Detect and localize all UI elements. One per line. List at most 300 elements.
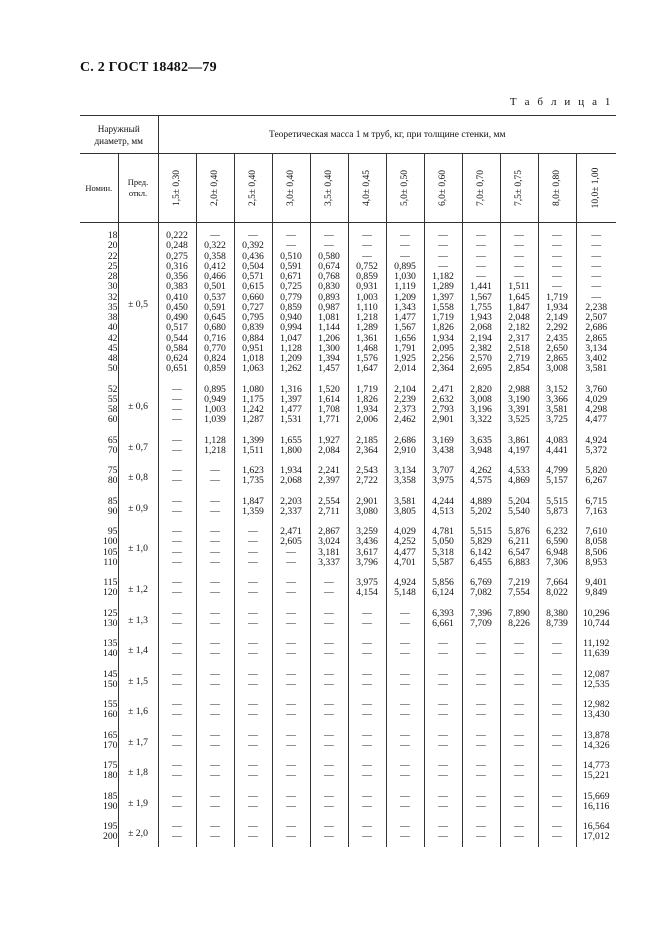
mass-value: 1,645 — [500, 293, 538, 303]
mass-value: 12,087 — [576, 664, 616, 680]
table-row — [80, 262, 616, 272]
mass-value: 0,316 — [158, 262, 196, 272]
mass-value: — — [462, 786, 500, 802]
mass-value: — — [196, 460, 234, 476]
mass-value: 0,859 — [196, 364, 234, 378]
nominal-diameter: 30 — [107, 281, 118, 293]
mass-value: 1,576 — [348, 354, 386, 364]
mass-value: — — [196, 558, 234, 572]
mass-value: 8,058 — [576, 537, 616, 547]
mass-value: 1,826 — [424, 323, 462, 333]
table-row — [80, 664, 616, 680]
thickness-label: 8,0± 0,80 — [551, 169, 562, 207]
mass-value: 5,204 — [500, 491, 538, 507]
mass-value: 0,571 — [234, 272, 272, 282]
mass-value: 3,796 — [348, 558, 386, 572]
mass-value: 0,859 — [272, 303, 310, 313]
mass-value: 6,393 — [424, 603, 462, 619]
table-row — [80, 293, 616, 303]
mass-value: — — [158, 603, 196, 619]
mass-value: 11,192 — [576, 633, 616, 649]
mass-value: 0,931 — [348, 282, 386, 292]
nominal-diameter: 85 — [107, 495, 118, 507]
mass-value: 3,760 — [576, 379, 616, 395]
mass-value: 7,396 — [462, 603, 500, 619]
mass-value: — — [500, 802, 538, 816]
diameter-group — [80, 491, 616, 522]
mass-value: 2,650 — [538, 344, 576, 354]
thickness-label: 4,0± 0,45 — [361, 169, 372, 207]
mass-value: 0,839 — [234, 323, 272, 333]
mass-value: 4,154 — [348, 588, 386, 602]
mass-value: — — [348, 603, 386, 619]
mass-value: 1,735 — [234, 476, 272, 490]
table-row — [80, 619, 616, 633]
mass-value: 1,567 — [386, 323, 424, 333]
nominal-diameter: 130 — [102, 617, 118, 629]
mass-value: — — [158, 649, 196, 663]
thickness-label: 3,0± 0,40 — [285, 169, 296, 207]
mass-value: 0,671 — [272, 272, 310, 282]
mass-value: 1,242 — [234, 405, 272, 415]
nominal-diameter: 65 — [107, 434, 118, 446]
tolerance: ± 0,6 — [118, 379, 158, 430]
mass-value: 2,382 — [462, 344, 500, 354]
mass-value: — — [424, 649, 462, 663]
mass-value: — — [500, 241, 538, 251]
mass-value: 1,175 — [234, 395, 272, 405]
mass-value: — — [234, 664, 272, 680]
mass-value: 13,430 — [576, 710, 616, 724]
mass-value: 13,878 — [576, 725, 616, 741]
diameter-group — [80, 633, 616, 664]
table-row — [80, 558, 616, 572]
mass-value: 1,359 — [234, 507, 272, 521]
mass-value: 3,008 — [462, 395, 500, 405]
mass-value: 8,022 — [538, 588, 576, 602]
mass-value: — — [386, 649, 424, 663]
mass-value: — — [500, 832, 538, 846]
nominal-diameter: 160 — [102, 709, 118, 721]
mass-value: — — [576, 262, 616, 272]
mass-value: — — [196, 491, 234, 507]
mass-value: 6,547 — [500, 548, 538, 558]
mass-value: 3,259 — [348, 521, 386, 537]
mass-value: 4,799 — [538, 460, 576, 476]
mass-value: — — [462, 816, 500, 832]
mass-value: — — [234, 548, 272, 558]
mass-value: — — [462, 262, 500, 272]
mass-value: — — [310, 572, 348, 588]
mass-value: 5,318 — [424, 548, 462, 558]
thickness-label: 10,0± 1,00 — [591, 167, 602, 209]
mass-value: — — [234, 832, 272, 846]
nominal-diameter: 32 — [107, 291, 118, 303]
mass-value: 6,715 — [576, 491, 616, 507]
mass-value: 2,185 — [348, 430, 386, 446]
mass-value: 1,003 — [348, 293, 386, 303]
table-row — [80, 344, 616, 354]
mass-value: — — [272, 588, 310, 602]
mass-value: — — [348, 633, 386, 649]
mass-value: 2,910 — [386, 446, 424, 460]
mass-value: — — [310, 649, 348, 663]
mass-value: 1,477 — [386, 313, 424, 323]
mass-value: — — [158, 395, 196, 405]
mass-value: — — [348, 252, 386, 262]
mass-value: 1,397 — [424, 293, 462, 303]
mass-value: — — [234, 710, 272, 724]
mass-value: — — [158, 694, 196, 710]
mass-value: 5,515 — [538, 491, 576, 507]
nominal-diameter: 38 — [107, 312, 118, 323]
mass-value: 6,232 — [538, 521, 576, 537]
mass-value: — — [310, 603, 348, 619]
mass-value: — — [576, 252, 616, 262]
mass-value: 1,826 — [348, 395, 386, 405]
nominal-diameter: 100 — [102, 536, 118, 548]
nominal-diameter: 175 — [102, 760, 118, 771]
tolerance: ± 1,7 — [118, 725, 158, 756]
mass-value: — — [272, 694, 310, 710]
mass-value: 5,372 — [576, 446, 616, 460]
mass-value: 0,412 — [196, 262, 234, 272]
mass-value: — — [386, 832, 424, 846]
mass-value: 2,820 — [462, 379, 500, 395]
mass-value: — — [196, 603, 234, 619]
mass-value: — — [272, 786, 310, 802]
mass-value: — — [386, 664, 424, 680]
mass-value: — — [234, 223, 272, 242]
mass-value: — — [538, 832, 576, 846]
mass-value: 0,358 — [196, 252, 234, 262]
tolerance: ± 1,5 — [118, 664, 158, 695]
mass-value: 7,664 — [538, 572, 576, 588]
mass-value: 3,805 — [386, 507, 424, 521]
mass-value: 3,337 — [310, 558, 348, 572]
mass-value: 1,119 — [386, 282, 424, 292]
mass-value: 0,770 — [196, 344, 234, 354]
mass-value: 0,466 — [196, 272, 234, 282]
mass-value: 1,567 — [462, 293, 500, 303]
mass-value: — — [576, 272, 616, 282]
mass-value: 1,343 — [386, 303, 424, 313]
mass-value: 0,752 — [348, 262, 386, 272]
mass-value: — — [424, 241, 462, 251]
tolerance: ± 1,4 — [118, 633, 158, 664]
nominal-diameter: 35 — [107, 301, 118, 313]
nominal-diameter: 180 — [102, 770, 118, 782]
mass-value: — — [538, 694, 576, 710]
mass-value: — — [500, 741, 538, 755]
mass-value: — — [158, 415, 196, 429]
mass-value: 1,003 — [196, 405, 234, 415]
mass-value: — — [500, 816, 538, 832]
table-row — [80, 603, 616, 619]
mass-value: — — [158, 558, 196, 572]
table-row — [80, 272, 616, 282]
mass-value: — — [234, 603, 272, 619]
mass-value: 3,024 — [310, 537, 348, 547]
mass-value: 1,182 — [424, 272, 462, 282]
mass-value: 0,680 — [196, 323, 234, 333]
mass-value: — — [500, 771, 538, 785]
mass-value: 2,793 — [424, 405, 462, 415]
mass-value: — — [158, 816, 196, 832]
mass-value: 2,182 — [500, 323, 538, 333]
mass-value: — — [538, 802, 576, 816]
mass-value: 1,520 — [310, 379, 348, 395]
mass-value: — — [272, 649, 310, 663]
nominal-diameter: 105 — [102, 546, 118, 558]
mass-value: 2,686 — [386, 430, 424, 446]
nominal-diameter: 200 — [102, 831, 118, 843]
thickness-header — [538, 154, 576, 223]
nominal-diameter: 60 — [107, 414, 118, 426]
nominal-diameter: 190 — [102, 800, 118, 812]
table-row — [80, 354, 616, 364]
mass-value: 1,708 — [310, 405, 348, 415]
nominal-diameter: 22 — [107, 250, 118, 262]
mass-value: 2,337 — [272, 507, 310, 521]
diameter-group — [80, 379, 616, 430]
table-row — [80, 694, 616, 710]
mass-value: — — [424, 710, 462, 724]
mass-value: 14,773 — [576, 755, 616, 771]
mass-value: — — [500, 262, 538, 272]
mass-value: 1,262 — [272, 364, 310, 378]
mass-value: — — [310, 223, 348, 242]
table-row — [80, 460, 616, 476]
mass-value: 2,397 — [310, 476, 348, 490]
mass-value: — — [348, 223, 386, 242]
mass-value: — — [196, 548, 234, 558]
nominal-header: Номин. — [80, 154, 118, 223]
mass-value: 3,196 — [462, 405, 500, 415]
mass-value: — — [462, 771, 500, 785]
mass-value: — — [272, 755, 310, 771]
thickness-header — [500, 154, 538, 223]
diameter-group — [80, 816, 616, 847]
mass-value: — — [310, 802, 348, 816]
mass-value: — — [424, 252, 462, 262]
mass-value: 0,893 — [310, 293, 348, 303]
mass-value: — — [424, 786, 462, 802]
table-row — [80, 725, 616, 741]
mass-value: 0,940 — [272, 313, 310, 323]
mass-value: — — [272, 619, 310, 633]
mass-value: 0,517 — [158, 323, 196, 333]
mass-value: 4,513 — [424, 507, 462, 521]
thickness-label: 1,5± 0,30 — [171, 169, 182, 207]
mass-value: — — [500, 694, 538, 710]
mass-value: 1,218 — [196, 446, 234, 460]
mass-value: 1,218 — [348, 313, 386, 323]
mass-value: 3,581 — [386, 491, 424, 507]
mass-value: 2,543 — [348, 460, 386, 476]
mass-value: 0,830 — [310, 282, 348, 292]
tolerance: ± 0,5 — [118, 223, 158, 379]
mass-value: — — [424, 802, 462, 816]
mass-value: — — [272, 664, 310, 680]
mass-value: — — [196, 223, 234, 242]
mass-value: 1,468 — [348, 344, 386, 354]
mass-value: — — [272, 832, 310, 846]
thickness-label: 5,0± 0,50 — [399, 169, 410, 207]
table-row — [80, 252, 616, 262]
mass-value: 1,047 — [272, 334, 310, 344]
mass-value: — — [158, 619, 196, 633]
mass-value: 1,719 — [424, 313, 462, 323]
mass-value: — — [272, 241, 310, 251]
mass-value: 2,518 — [500, 344, 538, 354]
mass-value: — — [386, 223, 424, 242]
mass-value: 0,884 — [234, 334, 272, 344]
mass-value: — — [310, 241, 348, 251]
mass-value: — — [234, 802, 272, 816]
mass-value: — — [196, 802, 234, 816]
mass-value: 2,435 — [538, 334, 576, 344]
mass-value: — — [158, 572, 196, 588]
mass-value: 4,441 — [538, 446, 576, 460]
mass-value: — — [310, 694, 348, 710]
mass-value: 1,943 — [462, 313, 500, 323]
mass-value: — — [234, 816, 272, 832]
tolerance: ± 0,8 — [118, 460, 158, 491]
mass-value: 2,149 — [538, 313, 576, 323]
mass-header: Теоретическая масса 1 м труб, кг, при толщине стенки, мм — [158, 116, 616, 154]
mass-value: — — [424, 832, 462, 846]
mass-value: 1,397 — [272, 395, 310, 405]
mass-value: — — [424, 262, 462, 272]
mass-value: — — [462, 680, 500, 694]
mass-value: — — [310, 832, 348, 846]
mass-value: — — [272, 223, 310, 242]
mass-value: — — [424, 223, 462, 242]
mass-value: 1,934 — [348, 405, 386, 415]
mass-value: — — [310, 816, 348, 832]
mass-value: 9,401 — [576, 572, 616, 588]
mass-value: 3,725 — [538, 415, 576, 429]
mass-value: 1,441 — [462, 282, 500, 292]
mass-value: — — [386, 771, 424, 785]
mass-value: 6,455 — [462, 558, 500, 572]
mass-value: — — [386, 252, 424, 262]
mass-value: 1,755 — [462, 303, 500, 313]
mass-value: — — [234, 771, 272, 785]
mass-value: — — [462, 223, 500, 242]
nominal-diameter: 55 — [107, 393, 118, 405]
thickness-header — [310, 154, 348, 223]
mass-value: — — [500, 649, 538, 663]
mass-value: — — [158, 460, 196, 476]
nominal-diameter: 135 — [102, 638, 118, 649]
mass-value: 2,095 — [424, 344, 462, 354]
nominal-diameter: 58 — [107, 404, 118, 415]
table-row — [80, 507, 616, 521]
mass-value: 2,194 — [462, 334, 500, 344]
mass-value: — — [158, 521, 196, 537]
nominal-diameter: 165 — [102, 729, 118, 741]
mass-value: 10,296 — [576, 603, 616, 619]
mass-value: 3,391 — [500, 405, 538, 415]
mass-value: 1,289 — [348, 323, 386, 333]
mass-value: 2,711 — [310, 507, 348, 521]
mass-value: 8,739 — [538, 619, 576, 633]
nominal-diameter: 110 — [103, 556, 118, 568]
mass-value: — — [386, 619, 424, 633]
thickness-label: 2,0± 0,40 — [209, 169, 220, 207]
mass-value: — — [500, 680, 538, 694]
mass-value: — — [348, 816, 386, 832]
diameter-group — [80, 223, 616, 379]
mass-value: 4,701 — [386, 558, 424, 572]
mass-value: 2,867 — [310, 521, 348, 537]
mass-value: 0,727 — [234, 303, 272, 313]
mass-value: 16,116 — [576, 802, 616, 816]
mass-value: 4,477 — [576, 415, 616, 429]
mass-value: — — [158, 741, 196, 755]
thickness-header — [196, 154, 234, 223]
mass-value: 1,316 — [272, 379, 310, 395]
mass-value: — — [272, 816, 310, 832]
mass-value: 0,615 — [234, 282, 272, 292]
mass-value: 2,068 — [462, 323, 500, 333]
mass-value: — — [196, 816, 234, 832]
table-row — [80, 323, 616, 333]
mass-value: — — [272, 680, 310, 694]
mass-value: — — [386, 680, 424, 694]
table-row — [80, 476, 616, 490]
mass-value: 6,948 — [538, 548, 576, 558]
mass-value: — — [576, 282, 616, 292]
mass-value: — — [158, 664, 196, 680]
mass-value: 3,134 — [576, 344, 616, 354]
mass-value: — — [538, 241, 576, 251]
mass-value: — — [196, 649, 234, 663]
mass-value: 2,006 — [348, 415, 386, 429]
nominal-diameter: 42 — [107, 332, 118, 344]
mass-value: 1,287 — [234, 415, 272, 429]
table-row — [80, 241, 616, 251]
mass-value: 2,722 — [348, 476, 386, 490]
mass-value: 0,410 — [158, 293, 196, 303]
mass-value: 4,575 — [462, 476, 500, 490]
mass-value: 5,148 — [386, 588, 424, 602]
mass-value: 1,128 — [196, 430, 234, 446]
thickness-header — [234, 154, 272, 223]
mass-value: — — [500, 633, 538, 649]
mass-value: 7,610 — [576, 521, 616, 537]
mass-value: 0,436 — [234, 252, 272, 262]
table-row — [80, 771, 616, 785]
mass-value: — — [538, 262, 576, 272]
mass-value: — — [196, 476, 234, 490]
mass-value: — — [538, 771, 576, 785]
tolerance: ± 0,7 — [118, 430, 158, 461]
mass-value: — — [348, 241, 386, 251]
nominal-diameter: 185 — [102, 790, 118, 802]
mass-value: 4,029 — [386, 521, 424, 537]
mass-value: — — [348, 710, 386, 724]
mass-value: 1,719 — [538, 293, 576, 303]
mass-value: — — [158, 379, 196, 395]
mass-value: 2,084 — [310, 446, 348, 460]
mass-value: 6,211 — [500, 537, 538, 547]
mass-value: 2,317 — [500, 334, 538, 344]
nominal-diameter: 45 — [107, 342, 118, 354]
mass-value: — — [196, 588, 234, 602]
